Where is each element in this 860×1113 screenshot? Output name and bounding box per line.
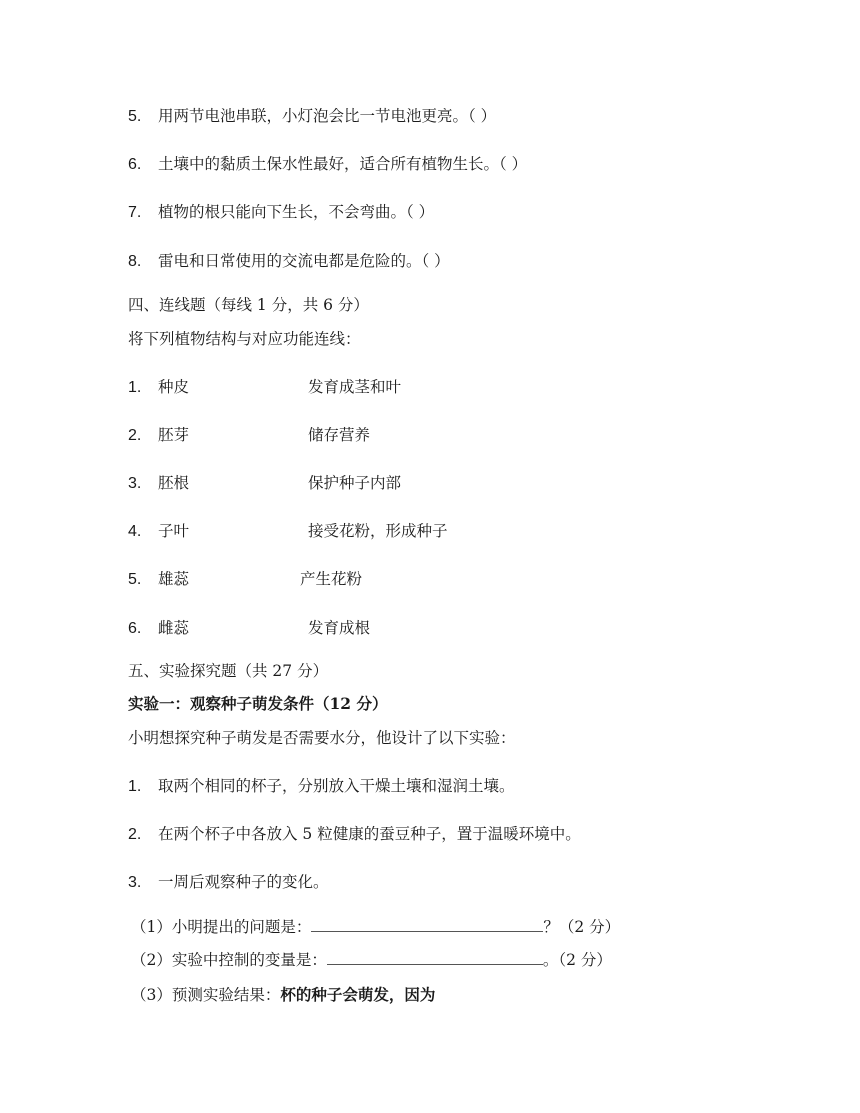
item-number: 5. xyxy=(128,108,142,125)
match-right: 储存营养 xyxy=(308,426,371,444)
question-suffix: ？（2 分） xyxy=(543,918,621,936)
item-number: 5. xyxy=(128,571,142,588)
question-3 xyxy=(131,985,435,1005)
match-right: 保护种子内部 xyxy=(308,474,402,492)
experiment-intro: 小明想探究种子萌发是否需要水分，他设计了以下实验： xyxy=(128,729,516,747)
question-bold-text: 杯的种子会萌发，因为 xyxy=(280,985,436,1004)
question-prefix: （1）小明提出的问题是： xyxy=(131,918,312,936)
item-number: 3. xyxy=(128,874,142,891)
match-item-2 xyxy=(128,425,370,446)
section-5-heading: 五、实验探究题（共 27 分） xyxy=(128,662,329,680)
tf-item-5 xyxy=(128,106,496,127)
match-item-5 xyxy=(128,569,362,590)
match-right: 发育成茎和叶 xyxy=(308,378,402,396)
answer-blank[interactable] xyxy=(327,949,543,965)
step-text: 在两个杯子中各放入 5 粒健康的蚕豆种子，置于温暖环境中。 xyxy=(158,825,581,843)
question-suffix: 。（2 分） xyxy=(542,951,612,969)
step-text: 取两个相同的杯子，分别放入干燥土壤和湿润土壤。 xyxy=(158,777,515,795)
item-number: 1. xyxy=(128,379,142,396)
question-2 xyxy=(131,949,612,970)
step-text: 一周后观察种子的变化。 xyxy=(158,873,329,891)
match-right: 接受花粉，形成种子 xyxy=(308,522,448,540)
item-number: 6. xyxy=(128,156,142,173)
item-number: 6. xyxy=(128,620,142,637)
item-number: 7. xyxy=(128,204,142,221)
match-item-3 xyxy=(128,473,401,494)
tf-item-8 xyxy=(128,251,450,272)
experiment-step-3 xyxy=(128,872,329,893)
item-text: 植物的根只能向下生长，不会弯曲。（ ） xyxy=(158,203,435,221)
question-prefix: （2）实验中控制的变量是： xyxy=(131,951,327,969)
item-number: 8. xyxy=(128,253,142,270)
section-4-intro: 将下列植物结构与对应功能连线： xyxy=(128,330,361,348)
item-number: 2. xyxy=(128,427,142,444)
match-right: 产生花粉 xyxy=(300,570,363,588)
experiment-step-2 xyxy=(128,824,581,845)
question-1 xyxy=(131,916,620,937)
match-item-6 xyxy=(128,618,370,639)
answer-blank[interactable] xyxy=(311,916,543,932)
section-4-heading: 四、连线题（每线 1 分，共 6 分） xyxy=(128,296,369,314)
match-left: 雄蕊 xyxy=(158,570,190,588)
question-prefix: （3）预测实验结果： xyxy=(131,986,281,1004)
tf-item-7 xyxy=(128,202,434,223)
match-left: 胚根 xyxy=(158,474,190,492)
match-left: 胚芽 xyxy=(158,426,190,444)
item-number: 4. xyxy=(128,523,142,540)
experiment-title: 实验一：观察种子萌发条件（12 分） xyxy=(128,694,388,713)
match-left: 雌蕊 xyxy=(158,619,190,637)
match-left: 种皮 xyxy=(158,378,190,396)
match-item-4 xyxy=(128,521,448,542)
match-left: 子叶 xyxy=(158,522,190,540)
experiment-step-1 xyxy=(128,776,515,797)
item-number: 2. xyxy=(128,826,142,843)
item-text: 土壤中的黏质土保水性最好，适合所有植物生长。（ ） xyxy=(158,155,528,173)
match-right: 发育成根 xyxy=(308,619,371,637)
tf-item-6 xyxy=(128,154,527,175)
item-number: 3. xyxy=(128,475,142,492)
item-number: 1. xyxy=(128,778,142,795)
match-item-1 xyxy=(128,377,401,398)
item-text: 雷电和日常使用的交流电都是危险的。（ ） xyxy=(158,252,450,270)
item-text: 用两节电池串联，小灯泡会比一节电池更亮。（ ） xyxy=(158,107,497,125)
